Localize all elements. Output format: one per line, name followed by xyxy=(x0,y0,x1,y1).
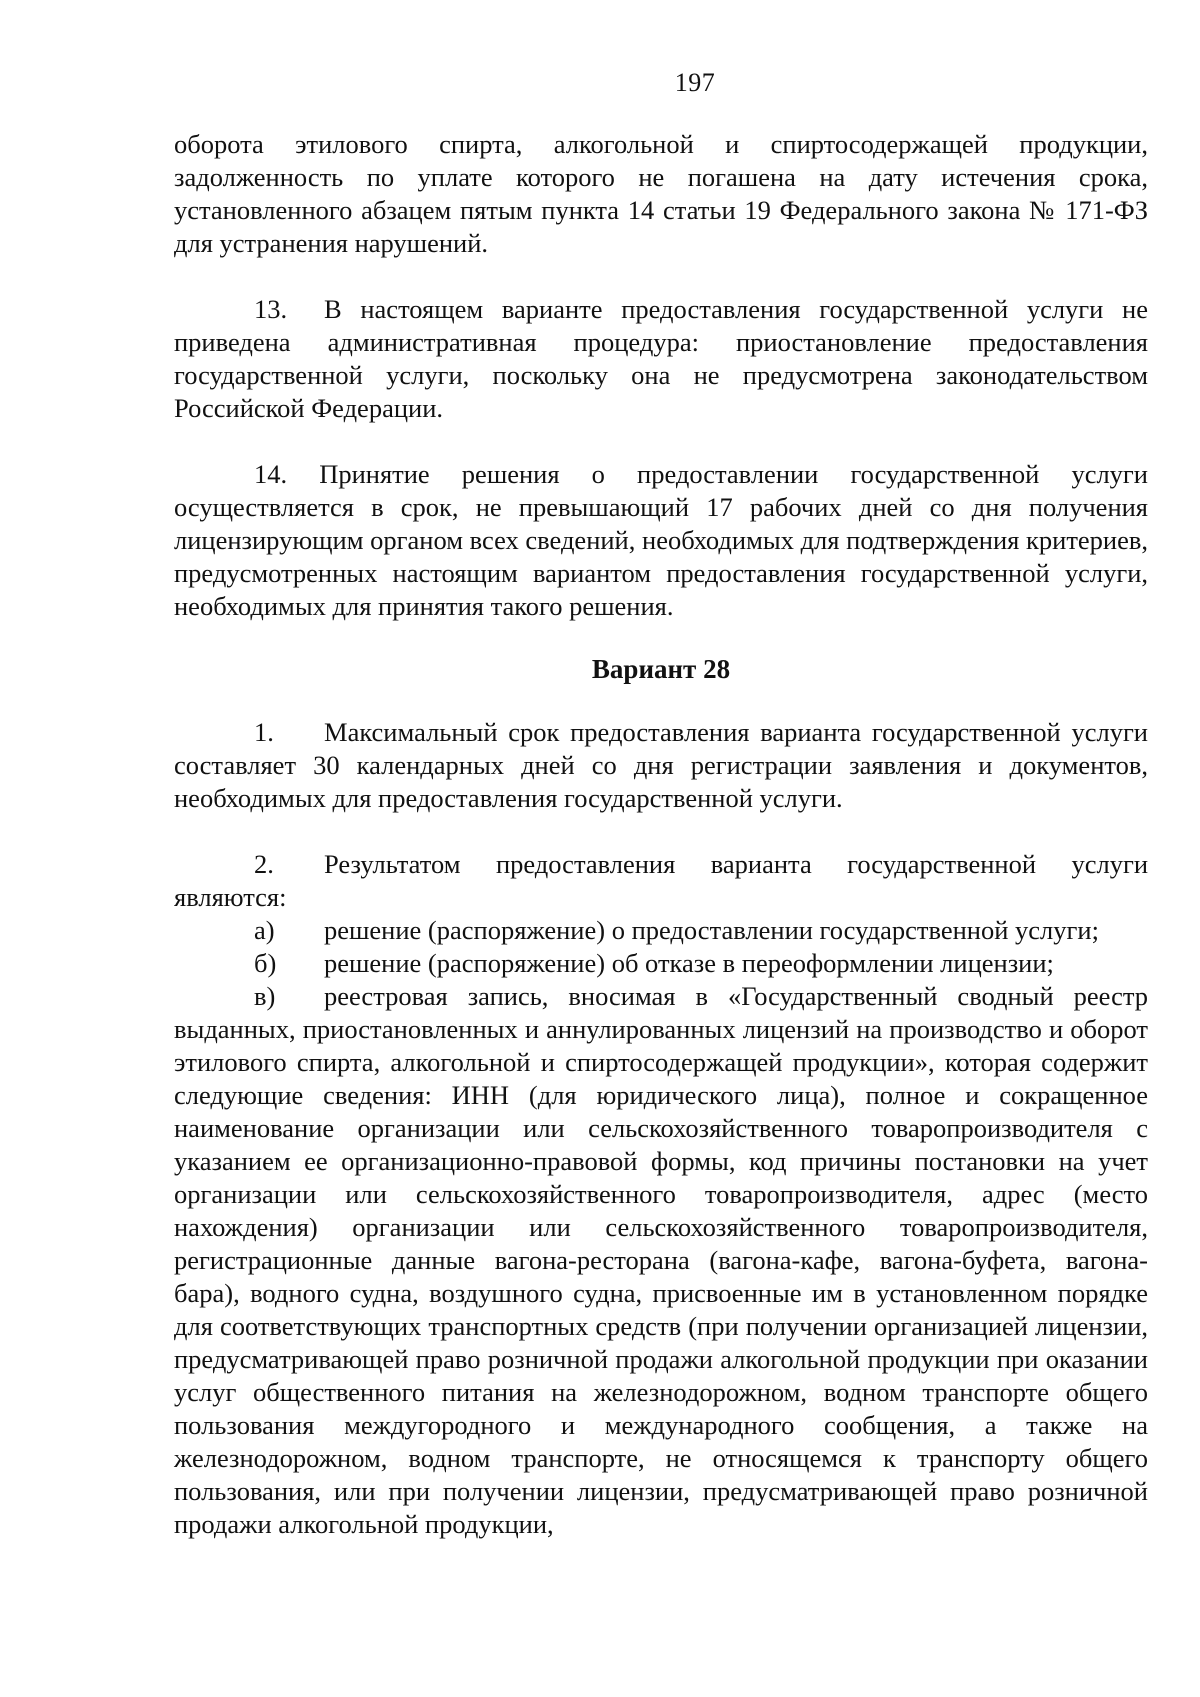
paragraph-variant-item-1 xyxy=(174,716,1148,815)
list-letter: а) xyxy=(254,915,275,945)
item-text: В настоящем варианте предоставления государственной услуги не приведена административная процедура: приостановление предоставления государственной услуги, поскольку она не предусмотрена законодательством Российской Федерации. xyxy=(174,294,1148,423)
item-number: 1. xyxy=(254,717,274,747)
paragraph-item-14: 14. Принятие решения о предоставлении государственной услуги осуществляется в срок, не превышающий 17 рабочих дней со дня получения лицензирующим органом всех сведений, необходимых для подтверждения критериев, предусмотренных настоящим вариантом предоставления государственной услуги, необходимых для принятия такого решения. xyxy=(174,459,1148,621)
document-body xyxy=(174,128,1148,1541)
paragraph-continuation: оборота этилового спирта, алкогольной и спиртосодержащей продукции, задолженность по уплате которого не погашена на дату истечения срока, установленного абзацем пятым пункта 14 статьи 19 Федерального закона № 171-ФЗ для устранения нарушений. xyxy=(174,129,1148,258)
list-item-b xyxy=(174,947,1148,980)
list-item-v xyxy=(174,980,1148,1541)
page-number: 197 xyxy=(674,68,716,97)
section-heading: Вариант 28 xyxy=(591,654,731,684)
list-letter: в) xyxy=(254,981,276,1011)
item-number: 13. xyxy=(254,294,288,324)
list-text: решение (распоряжение) о предоставлении государственной услуги; xyxy=(324,915,1099,945)
item-number: 2. xyxy=(254,849,274,879)
list-text: решение (распоряжение) об отказе в переоформлении лицензии; xyxy=(324,948,1054,978)
list-item-a xyxy=(174,914,1148,947)
paragraph-variant-item-2 xyxy=(174,848,1148,914)
list-text: реестровая запись, вносимая в «Государственный сводный реестр выданных, приостановленных и аннулированных лицензий на производство и оборот этилового спирта, алкогольной и спиртосодержащей продукции», которая содержит следующие сведения: ИНН (для юридического лица), полное и сокращенное наименование организации или сельскохозяйственного товаропроизводителя с указанием ее организационно-правовой формы, код причины постановки на учет организации или сельскохозяйственного товаропроизводителя, адрес (место нахождения) организации или сельскохозяйственного товаропроизводителя, регистрационные данные вагона-ресторана (вагона-кафе, вагона-буфета, вагона-бара), водного судна, воздушного судна, присвоенные им в установленном порядке для соответствующих транспортных средств (при получении организацией лицензии, предусматривающей право розничной продажи алкогольной продукции при оказании услуг общественного питания на железнодорожном, водном транспорте общего пользования междугородного и международного сообщения, а также на железнодорожном, водном транспорте, не относящемся к транспорту общего пользования, или при получении лицензии, предусматривающей право розничной продажи алкогольной продукции, xyxy=(174,981,1148,1539)
item-text: Результатом предоставления варианта государственной услуги являются: xyxy=(174,849,1148,912)
item-text: Максимальный срок предоставления варианта государственной услуги составляет 30 календарных дней со дня регистрации заявления и документов, необходимых для предоставления государственной услуги. xyxy=(174,717,1148,813)
paragraph-item-13 xyxy=(174,293,1148,425)
list-letter: б) xyxy=(254,948,277,978)
